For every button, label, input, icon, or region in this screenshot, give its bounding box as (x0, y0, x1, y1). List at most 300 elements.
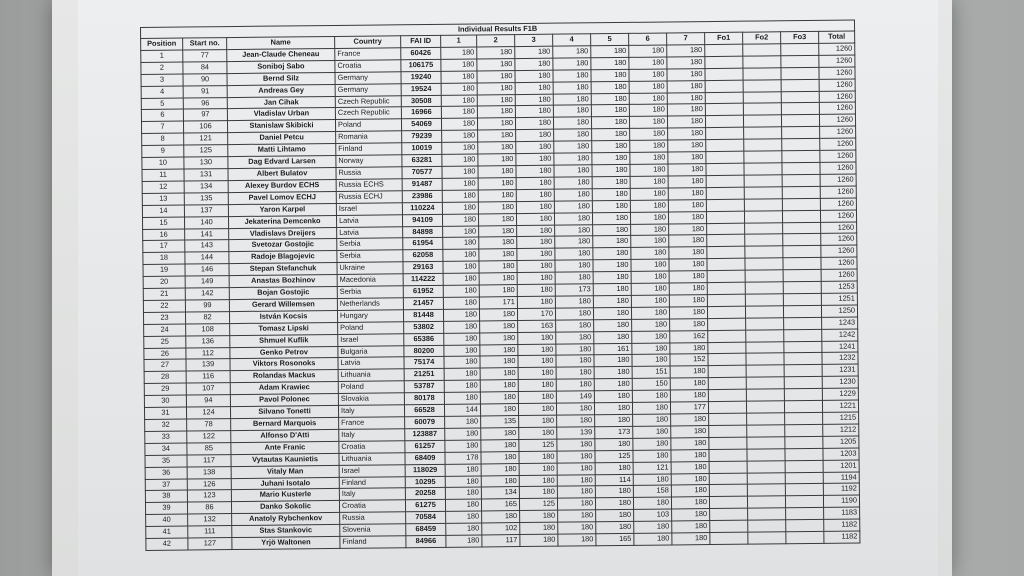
table-cell: 180 (592, 188, 630, 200)
table-cell: 180 (443, 273, 479, 285)
table-cell: Anastas Bozhinov (229, 275, 337, 288)
table-cell: 180 (592, 176, 630, 188)
table-cell: 34 (145, 443, 187, 455)
table-cell: Shmuel Kuflik (230, 334, 338, 347)
table-cell: 86 (187, 502, 231, 514)
table-cell: 29 (144, 383, 186, 395)
table-cell: 180 (631, 259, 669, 271)
table-cell: 180 (480, 320, 518, 332)
table-cell: 180 (596, 522, 634, 534)
table-cell (746, 353, 784, 365)
table-cell: 180 (556, 367, 594, 379)
table-cell (781, 103, 819, 115)
table-cell: 180 (595, 486, 633, 498)
table-cell (706, 211, 744, 223)
table-cell (707, 223, 745, 235)
table-cell (784, 365, 822, 377)
table-cell: 180 (667, 80, 705, 92)
table-cell: 127 (188, 538, 232, 550)
table-cell (785, 436, 823, 448)
table-cell (707, 258, 745, 270)
table-cell: 180 (518, 332, 556, 344)
table-cell (746, 365, 784, 377)
table-cell: Croatia (335, 60, 401, 73)
table-cell: Tomasz Lipski (230, 322, 338, 335)
table-cell: Daniel Petcu (228, 132, 336, 145)
table-cell: 1260 (821, 257, 857, 269)
table-cell: 96 (183, 97, 227, 109)
table-cell: 53787 (404, 381, 444, 393)
table-cell: Stepan Stefanchuk (229, 263, 337, 276)
table-cell (781, 55, 819, 67)
table-cell (705, 104, 743, 116)
table-cell: 180 (481, 463, 519, 475)
table-cell: 23986 (402, 190, 442, 202)
table-cell (708, 389, 746, 401)
table-cell (744, 163, 782, 175)
table-cell: 140 (184, 216, 228, 228)
table-cell: 117 (482, 535, 520, 547)
table-cell: 180 (477, 106, 515, 118)
table-cell: 180 (517, 296, 555, 308)
table-cell: 180 (519, 451, 557, 463)
table-cell: 70577 (402, 166, 442, 178)
table-cell: Matti Lihtamo (228, 144, 336, 157)
table-cell: Czech Republic (335, 95, 401, 108)
table-cell: Latvia (336, 214, 402, 227)
table-cell: 139 (557, 427, 595, 439)
table-cell: 114222 (403, 273, 443, 285)
table-cell: Vladislavs Dreijers (229, 227, 337, 240)
table-cell: 19240 (401, 71, 441, 83)
table-cell: 180 (557, 450, 595, 462)
table-cell: 180 (669, 235, 707, 247)
table-cell: 180 (632, 343, 670, 355)
table-cell: 180 (553, 46, 591, 58)
column-header: 1 (441, 35, 477, 47)
table-cell: Russia ECHS (336, 179, 402, 192)
table-cell: 180 (633, 438, 671, 450)
table-cell: 180 (515, 118, 553, 130)
table-cell: 180 (515, 70, 553, 82)
table-cell: 1260 (820, 186, 856, 198)
table-cell: Alfonso D'Atti (231, 429, 339, 442)
table-cell: 8 (142, 133, 184, 145)
table-cell: Slovenia (340, 524, 406, 537)
table-cell (784, 353, 822, 365)
table-cell: 10 (142, 157, 184, 169)
table-cell: 180 (671, 437, 709, 449)
table-cell: Juhani Isotalo (231, 477, 339, 490)
table-cell: 180 (478, 189, 516, 201)
table-cell: 146 (185, 264, 229, 276)
table-cell (707, 270, 745, 282)
table-cell: 180 (478, 142, 516, 154)
table-cell (785, 424, 823, 436)
table-cell: 75174 (404, 357, 444, 369)
table-cell (745, 294, 783, 306)
table-cell: 180 (516, 201, 554, 213)
table-cell (784, 317, 822, 329)
table-cell: 180 (516, 189, 554, 201)
table-cell: 180 (518, 391, 556, 403)
table-cell: Netherlands (337, 298, 403, 311)
table-cell: 24 (144, 324, 186, 336)
table-cell: 103 (634, 509, 672, 521)
table-cell: 27 (144, 360, 186, 372)
table-cell (784, 377, 822, 389)
table-cell: 31 (144, 407, 186, 419)
table-cell: 180 (631, 295, 669, 307)
table-cell: 180 (630, 212, 668, 224)
table-cell (708, 318, 746, 330)
table-cell: 180 (478, 154, 516, 166)
table-cell: Vladislav Urban (227, 108, 335, 121)
table-title: Individual Results F1B (141, 20, 855, 38)
table-cell: 180 (555, 272, 593, 284)
table-cell: 94109 (402, 214, 442, 226)
table-cell: 1260 (819, 43, 855, 55)
table-cell: 180 (672, 533, 710, 545)
table-cell: 180 (553, 93, 591, 105)
table-cell: 1201 (823, 460, 859, 472)
table-cell (746, 341, 784, 353)
table-cell: 165 (481, 499, 519, 511)
table-cell: 180 (442, 166, 478, 178)
table-cell: 180 (517, 248, 555, 260)
table-cell: 14 (142, 205, 184, 217)
table-cell (782, 186, 820, 198)
table-cell: Poland (338, 322, 404, 335)
table-cell: 1260 (821, 245, 857, 257)
table-cell: 180 (554, 129, 592, 141)
table-cell: 180 (556, 320, 594, 332)
table-cell: 16 (143, 229, 185, 241)
table-body (141, 43, 860, 551)
table-cell: Italy (338, 405, 404, 418)
table-cell: 149 (556, 391, 594, 403)
table-cell: 180 (481, 475, 519, 487)
table-cell: 94 (186, 395, 230, 407)
table-cell: 180 (445, 464, 481, 476)
column-header: Name (227, 36, 335, 49)
table-cell: 111 (188, 526, 232, 538)
table-cell: 180 (629, 57, 667, 69)
table-cell: 180 (443, 261, 479, 273)
table-cell: 1215 (823, 412, 859, 424)
table-cell: 84966 (406, 535, 446, 547)
table-cell: 180 (634, 521, 672, 533)
table-cell: 17 (143, 240, 185, 252)
table-cell: 180 (592, 141, 630, 153)
column-header: Total (819, 31, 855, 43)
table-cell: 30 (144, 395, 186, 407)
table-cell: 180 (443, 297, 479, 309)
column-header: 4 (553, 34, 591, 46)
table-cell: 173 (555, 284, 593, 296)
table-cell: 180 (634, 533, 672, 545)
table-cell: 180 (629, 93, 667, 105)
table-cell (744, 210, 782, 222)
table-cell: 180 (518, 344, 556, 356)
table-cell: 70584 (406, 512, 446, 524)
table-cell: 180 (479, 273, 517, 285)
table-cell: 178 (445, 452, 481, 464)
table-cell: 125 (519, 439, 557, 451)
table-cell: 180 (556, 331, 594, 343)
table-cell (709, 473, 747, 485)
table-cell: 180 (554, 165, 592, 177)
table-cell: 180 (441, 71, 477, 83)
table-cell: 180 (595, 498, 633, 510)
table-cell: 180 (516, 165, 554, 177)
table-cell: Andreas Gey (227, 84, 335, 97)
table-cell: 40 (146, 514, 188, 526)
table-cell: Israel (339, 464, 405, 477)
table-cell: 84 (183, 61, 227, 73)
table-cell: Finland (339, 476, 405, 489)
table-cell: 162 (670, 330, 708, 342)
table-cell: Viktors Rosonoks (230, 358, 338, 371)
table-cell: 180 (632, 354, 670, 366)
table-cell: 137 (184, 204, 228, 216)
table-cell: 1243 (822, 317, 858, 329)
table-cell: 180 (517, 225, 555, 237)
table-cell (785, 496, 823, 508)
table-cell: 132 (188, 514, 232, 526)
table-cell: 180 (631, 247, 669, 259)
table-cell (706, 163, 744, 175)
table-cell: 180 (630, 200, 668, 212)
table-cell: 1229 (822, 388, 858, 400)
table-cell (784, 389, 822, 401)
table-cell: 68409 (405, 452, 445, 464)
table-cell: 180 (441, 106, 477, 118)
table-cell: 80200 (404, 345, 444, 357)
table-cell (786, 531, 824, 543)
table-cell: 180 (444, 333, 480, 345)
table-cell: 108 (186, 323, 230, 335)
table-cell: 1192 (823, 483, 859, 495)
table-cell: Israel (338, 333, 404, 346)
table-cell: 180 (515, 58, 553, 70)
table-cell (745, 222, 783, 234)
table-cell (708, 377, 746, 389)
table-cell: 38 (145, 490, 187, 502)
table-cell: Croatia (339, 500, 405, 513)
table-cell: 10295 (405, 476, 445, 488)
table-cell (706, 199, 744, 211)
table-cell: Russia (336, 167, 402, 180)
table-cell: Poland (335, 119, 401, 132)
table-cell: István Kocsis (229, 310, 337, 323)
table-cell (743, 103, 781, 115)
table-cell: 180 (671, 497, 709, 509)
table-cell: 1194 (823, 472, 859, 484)
table-cell: Lithuania (338, 369, 404, 382)
column-header: Position (141, 38, 183, 50)
table-cell: 180 (518, 356, 556, 368)
table-cell: Hungary (337, 310, 403, 323)
table-cell: Yrjö Waltonen (232, 536, 340, 549)
table-cell: France (335, 48, 401, 61)
table-cell (706, 175, 744, 187)
table-cell: 180 (477, 94, 515, 106)
table-cell: 180 (445, 499, 481, 511)
table-cell: 180 (443, 309, 479, 321)
table-cell (710, 508, 748, 520)
table-cell: 180 (591, 45, 629, 57)
column-header: Fo2 (743, 32, 781, 44)
table-cell (781, 67, 819, 79)
table-cell: 180 (519, 427, 557, 439)
table-cell: 180 (629, 69, 667, 81)
table-cell (707, 294, 745, 306)
table-cell: Albert Bulatov (228, 167, 336, 180)
table-cell: 79239 (402, 131, 442, 143)
table-cell: 180 (632, 319, 670, 331)
table-cell (781, 79, 819, 91)
table-cell: 180 (667, 56, 705, 68)
table-cell: 180 (477, 46, 515, 58)
table-cell: 180 (629, 104, 667, 116)
table-cell: 151 (632, 366, 670, 378)
table-cell: Poland (338, 381, 404, 394)
table-cell: 180 (480, 356, 518, 368)
table-cell: 1 (141, 50, 183, 62)
table-cell: 180 (478, 213, 516, 225)
table-cell: 37 (145, 479, 187, 491)
table-cell: 122 (187, 430, 231, 442)
table-cell: Bulgaria (338, 345, 404, 358)
table-cell: 77 (183, 49, 227, 61)
table-cell: 180 (594, 331, 632, 343)
table-cell: 180 (481, 439, 519, 451)
table-cell: 180 (667, 68, 705, 80)
table-cell: Svetozar Gostojic (229, 239, 337, 252)
table-cell: Jekaterina Demcenko (228, 215, 336, 228)
table-cell: 180 (477, 70, 515, 82)
table-cell: Yaron Karpel (228, 203, 336, 216)
table-cell: Gerard Willemsen (229, 298, 337, 311)
table-cell: 180 (672, 521, 710, 533)
table-cell: 180 (591, 105, 629, 117)
table-cell: 97 (183, 109, 227, 121)
table-cell: Lithuania (339, 452, 405, 465)
table-cell: 180 (443, 249, 479, 261)
table-cell: 116 (186, 371, 230, 383)
table-cell (709, 425, 747, 437)
table-cell (781, 91, 819, 103)
table-cell: 18 (143, 252, 185, 264)
table-cell: 180 (442, 130, 478, 142)
table-cell: Czech Republic (335, 107, 401, 120)
table-cell: 180 (445, 475, 481, 487)
table-cell: 110224 (402, 202, 442, 214)
table-cell: Bernard Marquois (231, 417, 339, 430)
table-cell: Bernd Silz (227, 72, 335, 85)
table-cell (746, 401, 784, 413)
table-cell: 180 (633, 450, 671, 462)
table-cell: 60426 (401, 47, 441, 59)
table-cell: 1183 (824, 507, 860, 519)
table-cell: 180 (478, 166, 516, 178)
table-cell: 102 (482, 523, 520, 535)
table-cell: Russia ECHJ (336, 191, 402, 204)
table-cell: 180 (446, 535, 482, 547)
table-cell (783, 222, 821, 234)
table-cell: 180 (667, 104, 705, 116)
table-cell (707, 235, 745, 247)
table-cell: 180 (445, 440, 481, 452)
table-cell: 180 (594, 355, 632, 367)
table-cell: 180 (633, 473, 671, 485)
table-cell: Anatoly Rybchenkov (232, 513, 340, 526)
table-cell: 1212 (823, 424, 859, 436)
table-cell: Italy (339, 429, 405, 442)
table-cell: Serbia (337, 238, 403, 251)
table-cell: 180 (669, 259, 707, 271)
table-cell (743, 115, 781, 127)
table-cell: 180 (558, 510, 596, 522)
table-cell: 170 (517, 308, 555, 320)
table-cell: 180 (554, 177, 592, 189)
table-cell: 180 (478, 130, 516, 142)
table-cell: 139 (186, 359, 230, 371)
table-cell: 180 (442, 202, 478, 214)
table-cell: 180 (479, 261, 517, 273)
table-cell (745, 306, 783, 318)
table-cell: Ante Franic (231, 441, 339, 454)
table-cell: 1260 (820, 150, 856, 162)
table-cell (786, 508, 824, 520)
table-cell (705, 80, 743, 92)
table-cell: 180 (668, 175, 706, 187)
table-cell: 12 (142, 181, 184, 193)
table-cell: 180 (479, 308, 517, 320)
table-cell: 21 (143, 288, 185, 300)
table-cell: 7 (141, 121, 183, 133)
table-cell: 1260 (821, 222, 857, 234)
table-cell: 180 (555, 236, 593, 248)
table-cell: 142 (185, 288, 229, 300)
table-cell (748, 532, 786, 544)
table-cell: Radoje Blagojevic (229, 251, 337, 264)
table-cell: 106 (183, 121, 227, 133)
table-cell: 30508 (401, 95, 441, 107)
table-cell (708, 342, 746, 354)
table-cell: 180 (630, 140, 668, 152)
table-cell (781, 115, 819, 127)
table-cell: 180 (593, 236, 631, 248)
table-cell: 1203 (823, 448, 859, 460)
table-cell (748, 520, 786, 532)
table-cell: 1242 (822, 329, 858, 341)
table-cell: 180 (479, 285, 517, 297)
table-cell: 180 (520, 510, 558, 522)
column-header: 5 (591, 33, 629, 45)
table-cell: 180 (441, 95, 477, 107)
table-cell: 180 (441, 83, 477, 95)
table-cell: 180 (517, 272, 555, 284)
table-cell: 180 (670, 318, 708, 330)
table-cell: 180 (518, 368, 556, 380)
table-cell: 1231 (822, 364, 858, 376)
table-cell: 20258 (405, 488, 445, 500)
table-cell: 61257 (405, 440, 445, 452)
table-cell: 180 (670, 390, 708, 402)
table-cell: Germany (335, 83, 401, 96)
